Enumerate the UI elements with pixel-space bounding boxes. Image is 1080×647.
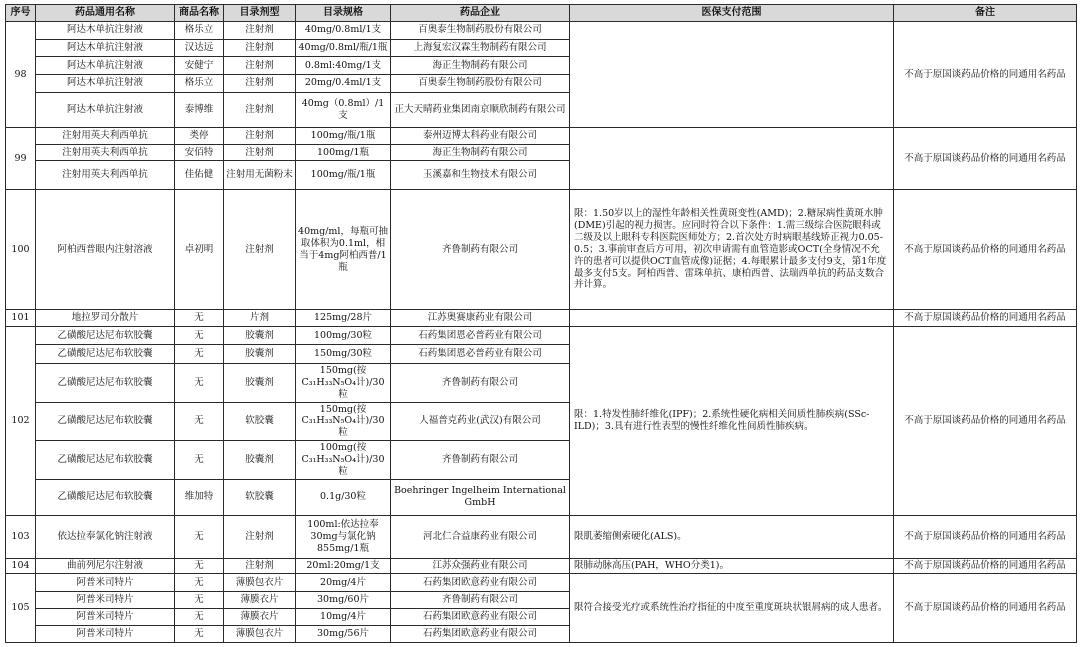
company-cell: Boehringer Ingelheim International GmbH xyxy=(391,479,570,515)
specification-cell: 150mg/30粒 xyxy=(296,345,391,364)
company-cell: 百奥泰生物制药股份有限公司 xyxy=(391,75,570,93)
specification-cell: 20ml:20mg/1支 xyxy=(296,558,391,574)
seq-cell: 98 xyxy=(6,22,36,128)
brand-name-cell: 安健宁 xyxy=(175,57,224,75)
remarks-cell: 不高于原国谈药品价格的同通用名药品 xyxy=(894,516,1077,559)
generic-name-cell: 乙磺酸尼达尼布软胶囊 xyxy=(36,364,175,402)
drug-catalog-table xyxy=(5,4,1077,643)
header-company: 药品企业 xyxy=(391,5,570,22)
remarks-cell: 不高于原国谈药品价格的同通用名药品 xyxy=(894,190,1077,310)
dosage-form-cell: 胶囊剂 xyxy=(224,326,296,345)
brand-name-cell: 无 xyxy=(175,402,224,440)
generic-name-cell: 乙磺酸尼达尼布软胶囊 xyxy=(36,441,175,479)
generic-name-cell: 依达拉奉氯化钠注射液 xyxy=(36,516,175,559)
brand-name-cell: 无 xyxy=(175,345,224,364)
company-cell: 石药集团恩必普药业有限公司 xyxy=(391,345,570,364)
table-row xyxy=(6,22,1077,40)
table-header-row xyxy=(6,5,1077,22)
table-row xyxy=(6,516,1077,559)
dosage-form-cell: 注射剂 xyxy=(224,22,296,40)
header-remarks: 备注 xyxy=(894,5,1077,22)
generic-name-cell: 乙磺酸尼达尼布软胶囊 xyxy=(36,402,175,440)
seq-cell: 105 xyxy=(6,574,36,643)
dosage-form-cell: 注射剂 xyxy=(224,57,296,75)
table-row xyxy=(6,326,1077,345)
company-cell: 正大天晴药业集团南京顺欣制药有限公司 xyxy=(391,92,570,127)
generic-name-cell: 乙磺酸尼达尼布软胶囊 xyxy=(36,326,175,345)
brand-name-cell: 无 xyxy=(175,516,224,559)
company-cell: 泰州迈博太科药业有限公司 xyxy=(391,128,570,145)
header-generic-name: 药品通用名称 xyxy=(36,5,175,22)
generic-name-cell: 阿达木单抗注射液 xyxy=(36,92,175,127)
generic-name-cell: 阿柏西普眼内注射溶液 xyxy=(36,190,175,310)
dosage-form-cell: 注射剂 xyxy=(224,75,296,93)
dosage-form-cell: 薄膜包衣片 xyxy=(224,626,296,643)
company-cell: 石药集团恩必普药业有限公司 xyxy=(391,326,570,345)
remarks-cell: 不高于原国谈药品价格的同通用名药品 xyxy=(894,22,1077,128)
brand-name-cell: 安佰特 xyxy=(175,144,224,161)
dosage-form-cell: 注射剂 xyxy=(224,39,296,57)
generic-name-cell: 阿普米司特片 xyxy=(36,591,175,608)
brand-name-cell: 无 xyxy=(175,574,224,592)
header-payment-scope: 医保支付范围 xyxy=(570,5,894,22)
table-body xyxy=(6,22,1077,643)
generic-name-cell: 阿达木单抗注射液 xyxy=(36,75,175,93)
specification-cell: 100mg/1瓶 xyxy=(296,144,391,161)
brand-name-cell: 佳佑健 xyxy=(175,161,224,190)
header-brand-name: 商品名称 xyxy=(175,5,224,22)
brand-name-cell: 无 xyxy=(175,558,224,574)
dosage-form-cell: 注射剂 xyxy=(224,516,296,559)
table-row xyxy=(6,128,1077,145)
table-row xyxy=(6,310,1077,327)
company-cell: 齐鲁制药有限公司 xyxy=(391,441,570,479)
company-cell: 百奥泰生物制药股份有限公司 xyxy=(391,22,570,40)
specification-cell: 20mg/4片 xyxy=(296,574,391,592)
dosage-form-cell: 注射剂 xyxy=(224,558,296,574)
brand-name-cell: 卓初明 xyxy=(175,190,224,310)
dosage-form-cell: 注射用无菌粉末 xyxy=(224,161,296,190)
generic-name-cell: 阿达木单抗注射液 xyxy=(36,57,175,75)
brand-name-cell: 无 xyxy=(175,364,224,402)
company-cell: 江苏奥赛康药业有限公司 xyxy=(391,310,570,327)
brand-name-cell: 格乐立 xyxy=(175,75,224,93)
seq-cell: 102 xyxy=(6,326,36,515)
company-cell: 齐鲁制药有限公司 xyxy=(391,190,570,310)
remarks-cell: 不高于原国谈药品价格的同通用名药品 xyxy=(894,558,1077,574)
dosage-form-cell: 薄膜衣片 xyxy=(224,608,296,626)
dosage-form-cell: 薄膜衣片 xyxy=(224,591,296,608)
specification-cell: 100mg/30粒 xyxy=(296,326,391,345)
company-cell: 齐鲁制药有限公司 xyxy=(391,364,570,402)
brand-name-cell: 无 xyxy=(175,326,224,345)
brand-name-cell: 维加特 xyxy=(175,479,224,515)
payment-scope-cell xyxy=(570,310,894,327)
company-cell: 石药集团欧意药业有限公司 xyxy=(391,574,570,592)
payment-scope-cell: 限肺动脉高压(PAH，WHO分类1)。 xyxy=(570,558,894,574)
specification-cell: 150mg(按C₃₁H₃₃N₅O₄计)/30粒 xyxy=(296,364,391,402)
dosage-form-cell: 注射剂 xyxy=(224,190,296,310)
specification-cell: 0.1g/30粒 xyxy=(296,479,391,515)
generic-name-cell: 乙磺酸尼达尼布软胶囊 xyxy=(36,345,175,364)
table-row xyxy=(6,558,1077,574)
seq-cell: 104 xyxy=(6,558,36,574)
company-cell: 齐鲁制药有限公司 xyxy=(391,591,570,608)
seq-cell: 99 xyxy=(6,128,36,190)
seq-cell: 103 xyxy=(6,516,36,559)
generic-name-cell: 阿普米司特片 xyxy=(36,626,175,643)
specification-cell: 100mg/瓶/1瓶 xyxy=(296,161,391,190)
company-cell: 河北仁合益康药业有限公司 xyxy=(391,516,570,559)
specification-cell: 125mg/28片 xyxy=(296,310,391,327)
seq-cell: 101 xyxy=(6,310,36,327)
brand-name-cell: 无 xyxy=(175,626,224,643)
remarks-cell: 不高于原国谈药品价格的同通用名药品 xyxy=(894,128,1077,190)
company-cell: 石药集团欧意药业有限公司 xyxy=(391,626,570,643)
remarks-cell: 不高于原国谈药品价格的同通用名药品 xyxy=(894,310,1077,327)
generic-name-cell: 阿达木单抗注射液 xyxy=(36,39,175,57)
company-cell: 上海复宏汉霖生物制药有限公司 xyxy=(391,39,570,57)
generic-name-cell: 曲前列尼尔注射液 xyxy=(36,558,175,574)
generic-name-cell: 乙磺酸尼达尼布软胶囊 xyxy=(36,479,175,515)
generic-name-cell: 地拉罗司分散片 xyxy=(36,310,175,327)
brand-name-cell: 无 xyxy=(175,441,224,479)
specification-cell: 40mg/0.8ml/1支 xyxy=(296,22,391,40)
table-row xyxy=(6,190,1077,310)
dosage-form-cell: 注射剂 xyxy=(224,128,296,145)
specification-cell: 100mg/瓶/1瓶 xyxy=(296,128,391,145)
header-seq: 序号 xyxy=(6,5,36,22)
remarks-cell: 不高于原国谈药品价格的同通用名药品 xyxy=(894,326,1077,515)
brand-name-cell: 格乐立 xyxy=(175,22,224,40)
remarks-cell: 不高于原国谈药品价格的同通用名药品 xyxy=(894,574,1077,643)
generic-name-cell: 阿普米司特片 xyxy=(36,574,175,592)
payment-scope-cell: 限：1.特发性肺纤维化(IPF)；2.系统性硬化病相关间质性肺疾病(SSc-ILD)；3.具有进行性表型的慢性纤维化性间质性肺疾病。 xyxy=(570,326,894,515)
company-cell: 玉溪嘉和生物技术有限公司 xyxy=(391,161,570,190)
company-cell: 海正生物制药有限公司 xyxy=(391,144,570,161)
specification-cell: 40mg/ml，每瓶可抽取体积为0.1ml，相当于4mg阿柏西普/1瓶 xyxy=(296,190,391,310)
header-dosage-form: 目录剂型 xyxy=(224,5,296,22)
payment-scope-cell xyxy=(570,22,894,128)
specification-cell: 150mg(按C₃₁H₃₃N₅O₄计)/30粒 xyxy=(296,402,391,440)
payment-scope-cell: 限符合接受光疗或系统性治疗指征的中度至重度斑块状银屑病的成人患者。 xyxy=(570,574,894,643)
generic-name-cell: 阿普米司特片 xyxy=(36,608,175,626)
payment-scope-cell xyxy=(570,128,894,190)
brand-name-cell: 类停 xyxy=(175,128,224,145)
payment-scope-cell: 限肌萎缩侧索硬化(ALS)。 xyxy=(570,516,894,559)
seq-cell: 100 xyxy=(6,190,36,310)
dosage-form-cell: 胶囊剂 xyxy=(224,345,296,364)
generic-name-cell: 注射用英夫利西单抗 xyxy=(36,161,175,190)
specification-cell: 10mg/4片 xyxy=(296,608,391,626)
payment-scope-cell: 限：1.50岁以上的湿性年龄相关性黄斑变性(AMD)；2.糖尿病性黄斑水肿(DME)引起的视力损害。应同时符合以下条件：1.需三级综合医院眼科或二级及以上眼科专科医院医师处方；2.首次处方时病眼基线矫正视力0.05-0.5；3.事前审查后方可用，初次申请需有血管造影或OCT(全身情况不允许的患者可以提供OCT血管成像)证据；4.每眼累计最多支付9支，第1年度最多支付5支。阿柏西普、雷珠单抗、康柏西普、法瑞西单抗的药品支数合并计算。 xyxy=(570,190,894,310)
table-row xyxy=(6,574,1077,592)
generic-name-cell: 注射用英夫利西单抗 xyxy=(36,128,175,145)
dosage-form-cell: 注射剂 xyxy=(224,144,296,161)
brand-name-cell: 无 xyxy=(175,608,224,626)
dosage-form-cell: 软胶囊 xyxy=(224,402,296,440)
dosage-form-cell: 注射剂 xyxy=(224,92,296,127)
specification-cell: 0.8ml:40mg/1支 xyxy=(296,57,391,75)
brand-name-cell: 泰博维 xyxy=(175,92,224,127)
specification-cell: 30mg/60片 xyxy=(296,591,391,608)
specification-cell: 100mg(按C₃₁H₃₃N₅O₄计)/30粒 xyxy=(296,441,391,479)
dosage-form-cell: 胶囊剂 xyxy=(224,364,296,402)
company-cell: 江苏众强药业有限公司 xyxy=(391,558,570,574)
brand-name-cell: 汉达远 xyxy=(175,39,224,57)
dosage-form-cell: 薄膜包衣片 xyxy=(224,574,296,592)
specification-cell: 40mg/0.8ml/瓶/1瓶 xyxy=(296,39,391,57)
dosage-form-cell: 胶囊剂 xyxy=(224,441,296,479)
brand-name-cell: 无 xyxy=(175,310,224,327)
generic-name-cell: 注射用英夫利西单抗 xyxy=(36,144,175,161)
company-cell: 石药集团欧意药业有限公司 xyxy=(391,608,570,626)
brand-name-cell: 无 xyxy=(175,591,224,608)
specification-cell: 20mg/0.4ml/1支 xyxy=(296,75,391,93)
company-cell: 海正生物制药有限公司 xyxy=(391,57,570,75)
company-cell: 人福普克药业(武汉)有限公司 xyxy=(391,402,570,440)
generic-name-cell: 阿达木单抗注射液 xyxy=(36,22,175,40)
header-specification: 目录规格 xyxy=(296,5,391,22)
specification-cell: 30mg/56片 xyxy=(296,626,391,643)
specification-cell: 40mg（0.8ml）/1支 xyxy=(296,92,391,127)
dosage-form-cell: 软胶囊 xyxy=(224,479,296,515)
specification-cell: 100ml:依达拉奉30mg与氯化钠855mg/1瓶 xyxy=(296,516,391,559)
dosage-form-cell: 片剂 xyxy=(224,310,296,327)
